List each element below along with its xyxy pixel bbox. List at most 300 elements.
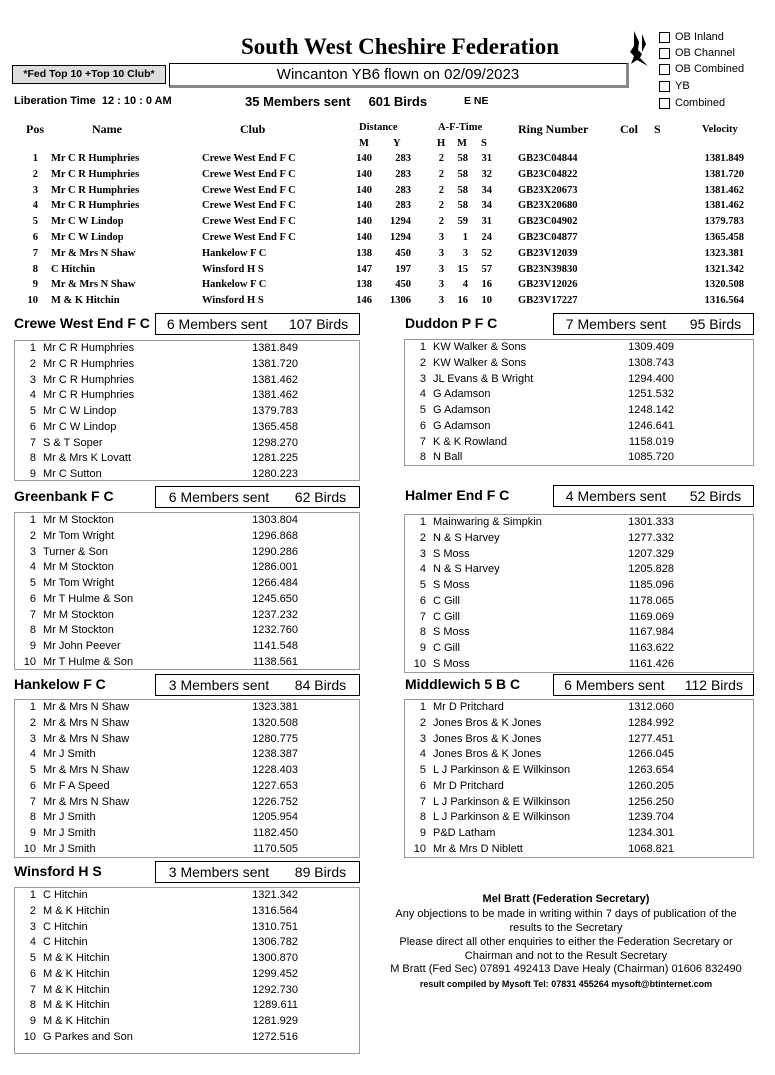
club-results-list xyxy=(14,340,360,481)
result-name: Mr & Mrs D Niblett xyxy=(433,842,523,855)
fed-cell-mi: 140 xyxy=(356,184,372,196)
list-item xyxy=(405,642,753,658)
list-item xyxy=(15,764,359,780)
list-item xyxy=(15,530,359,546)
result-velocity: 1323.381 xyxy=(252,701,298,713)
result-pos: 6 xyxy=(29,779,36,792)
fed-cell-name: Mr C R Humphries xyxy=(51,168,140,180)
race-type-yb[interactable]: YB xyxy=(659,80,690,92)
list-item xyxy=(15,999,359,1015)
result-pos: 2 xyxy=(419,716,426,729)
fed-cell-vel: 1316.564 xyxy=(704,295,744,307)
result-velocity: 1205.954 xyxy=(252,811,298,824)
result-name: Mr & Mrs N Shaw xyxy=(43,795,130,808)
checkbox-icon[interactable] xyxy=(659,64,670,75)
club-birds-label: Birds xyxy=(314,489,347,505)
result-pos: 6 xyxy=(29,420,36,433)
result-pos: 10 xyxy=(23,842,36,855)
list-item xyxy=(405,579,753,595)
list-item xyxy=(15,968,359,984)
race-type-ob-channel[interactable]: OB Channel xyxy=(659,47,735,59)
fed-result-row xyxy=(0,232,775,248)
result-name: Mr Tom Wright xyxy=(43,577,115,589)
fed-cell-ring: GB23C04902 xyxy=(518,216,578,228)
result-velocity: 1301.333 xyxy=(628,516,674,528)
result-name: M & K Hitchin xyxy=(43,967,110,980)
result-name: M & K Hitchin xyxy=(43,1015,110,1027)
fed-cell-ring: GB23V12039 xyxy=(518,247,578,259)
result-name: Mr M Stockton xyxy=(43,624,114,637)
fed-cell-vel: 1320.508 xyxy=(704,279,744,291)
fed-cell-vel: 1381.462 xyxy=(704,200,744,212)
fed-cell-vel: 1381.720 xyxy=(704,168,744,180)
fed-cell-m: 16 xyxy=(457,295,468,307)
result-pos: 4 xyxy=(29,936,36,949)
club-results-list xyxy=(404,339,754,466)
col-ring: Ring Number xyxy=(518,122,589,136)
fed-cell-ring: GB23X20673 xyxy=(518,184,578,196)
compiled-by: result compiled by Mysoft Tel: 07831 455264 mysoft@btinternet.com xyxy=(419,979,713,989)
fed-cell-s: 31 xyxy=(481,153,492,164)
result-name: JL Evans & B Wright xyxy=(433,372,534,385)
fed-cell-s: 10 xyxy=(481,295,492,307)
result-name: L J Parkinson & E Wilkinson xyxy=(433,811,571,824)
fed-cell-club: Crewe West End F C xyxy=(202,184,296,196)
fed-cell-club: Hankelow F C xyxy=(202,247,267,259)
result-pos: 1 xyxy=(29,701,36,713)
fed-cell-pos: 10 xyxy=(27,295,38,307)
result-pos: 3 xyxy=(419,547,426,560)
col-sex: S xyxy=(654,122,661,136)
fed-cell-mi: 147 xyxy=(356,263,372,275)
fed-cell-vel: 1381.462 xyxy=(704,184,744,196)
result-pos: 8 xyxy=(29,999,36,1012)
result-name: C Gill xyxy=(433,594,460,607)
result-velocity: 1272.516 xyxy=(252,1030,298,1043)
list-item xyxy=(15,421,359,437)
result-velocity: 1381.462 xyxy=(252,389,298,402)
result-name: KW Walker & Sons xyxy=(433,341,527,353)
result-pos: 2 xyxy=(29,357,36,370)
list-item xyxy=(15,640,359,656)
club-members-label: Members sent xyxy=(577,488,667,504)
checkbox-icon[interactable] xyxy=(659,98,670,109)
fed-cell-m: 1 xyxy=(462,232,468,243)
result-name: Mr C W Lindop xyxy=(43,420,117,433)
club-birds-label: Birds xyxy=(314,864,347,880)
result-pos: 5 xyxy=(419,404,426,416)
checkbox-icon[interactable] xyxy=(659,32,670,43)
result-pos: 9 xyxy=(29,640,36,652)
list-item xyxy=(15,624,359,640)
list-item xyxy=(405,811,753,827)
result-name: M & K Hitchin xyxy=(43,904,110,917)
fed-cell-pos: 9 xyxy=(32,279,38,291)
result-name: G Adamson xyxy=(433,404,491,416)
club-members-count: 4 xyxy=(565,488,574,504)
result-name: Mr M Stockton xyxy=(43,561,114,574)
fed-result-row xyxy=(0,216,775,232)
result-name: Mr Tom Wright xyxy=(43,529,115,542)
list-item xyxy=(15,1015,359,1031)
club-name: Greenbank F C xyxy=(14,488,114,504)
club-birds-count: 107 xyxy=(288,316,313,332)
club-name: Halmer End F C xyxy=(405,487,510,503)
club-members-sent xyxy=(155,861,360,883)
result-pos: 10 xyxy=(413,657,426,670)
col-seconds: S xyxy=(481,138,487,149)
result-pos: 10 xyxy=(23,655,36,668)
fed-cell-s: 31 xyxy=(481,216,492,228)
club-name: Middlewich 5 B C xyxy=(405,676,521,692)
fed-cell-s: 52 xyxy=(481,247,492,259)
result-pos: 1 xyxy=(29,514,36,526)
result-velocity: 1320.508 xyxy=(252,716,298,729)
result-velocity: 1310.751 xyxy=(252,920,298,933)
result-velocity: 1207.329 xyxy=(628,547,674,560)
list-item xyxy=(405,532,753,548)
result-velocity: 1379.783 xyxy=(252,405,298,417)
result-velocity: 1294.400 xyxy=(628,372,674,385)
fed-cell-vel: 1323.381 xyxy=(704,247,744,259)
result-name: Turner & Son xyxy=(43,545,109,558)
result-pos: 7 xyxy=(29,608,36,621)
result-pos: 4 xyxy=(419,388,426,401)
result-velocity: 1299.452 xyxy=(252,967,298,980)
result-name: Mr J Smith xyxy=(43,842,96,855)
list-item xyxy=(405,516,753,532)
result-pos: 2 xyxy=(419,356,426,369)
result-velocity: 1170.505 xyxy=(252,842,298,855)
result-velocity: 1239.704 xyxy=(628,811,674,824)
list-item xyxy=(15,514,359,530)
result-velocity: 1234.301 xyxy=(628,827,674,839)
list-item xyxy=(405,404,753,420)
result-velocity: 1306.782 xyxy=(252,936,298,949)
result-velocity: 1309.409 xyxy=(628,341,674,353)
result-name: Mr C R Humphries xyxy=(43,389,135,402)
result-pos: 9 xyxy=(419,827,426,839)
result-velocity: 1290.286 xyxy=(252,545,298,558)
list-item xyxy=(15,811,359,827)
fed-cell-pos: 6 xyxy=(32,232,38,243)
list-item xyxy=(15,984,359,1000)
result-name: Mr D Pritchard xyxy=(433,701,504,713)
result-name: L J Parkinson & E Wilkinson xyxy=(433,764,571,776)
list-item xyxy=(15,889,359,905)
result-velocity: 1321.342 xyxy=(252,889,298,901)
list-item xyxy=(15,577,359,593)
result-velocity: 1281.929 xyxy=(252,1015,298,1027)
result-pos: 1 xyxy=(419,701,426,713)
list-item xyxy=(405,843,753,859)
result-pos: 3 xyxy=(29,545,36,558)
fed-result-row xyxy=(0,200,775,216)
fed-cell-pos: 8 xyxy=(32,263,38,275)
result-velocity: 1182.450 xyxy=(252,827,298,839)
list-item xyxy=(15,827,359,843)
club-birds-count: 89 xyxy=(294,864,311,880)
result-name: C Gill xyxy=(433,642,460,654)
col-pos: Pos xyxy=(26,122,44,136)
result-pos: 5 xyxy=(29,952,36,964)
club-members-count: 7 xyxy=(565,316,574,332)
result-pos: 5 xyxy=(419,764,426,776)
result-velocity: 1281.225 xyxy=(252,452,298,465)
result-name: Mr John Peever xyxy=(43,640,121,652)
list-item xyxy=(15,452,359,468)
club-members-sent xyxy=(553,485,754,507)
result-velocity: 1141.548 xyxy=(252,640,298,652)
fed-cell-ring: GB23X20680 xyxy=(518,200,578,212)
list-item xyxy=(405,827,753,843)
fed-cell-mi: 140 xyxy=(356,153,372,164)
fed-cell-mi: 140 xyxy=(356,200,372,212)
list-item xyxy=(405,658,753,674)
result-pos: 5 xyxy=(29,764,36,776)
result-name: Mr C Sutton xyxy=(43,468,102,480)
result-name: S Moss xyxy=(433,657,470,670)
result-name: N & S Harvey xyxy=(433,531,500,544)
club-members-label: Members sent xyxy=(180,864,270,880)
club-members-label: Members sent xyxy=(577,316,667,332)
fed-cell-h: 3 xyxy=(438,263,444,275)
fed-cell-yd: 283 xyxy=(395,153,411,164)
result-velocity: 1316.564 xyxy=(252,904,298,917)
fed-cell-mi: 138 xyxy=(356,247,372,259)
result-name: S Moss xyxy=(433,579,470,591)
result-velocity: 1280.775 xyxy=(252,732,298,745)
list-item xyxy=(15,389,359,405)
fed-cell-m: 58 xyxy=(457,184,468,196)
result-velocity: 1260.205 xyxy=(628,779,674,792)
club-results-list xyxy=(14,887,360,1054)
list-item xyxy=(15,405,359,421)
club-members-label: Members sent xyxy=(575,677,665,693)
fed-result-row xyxy=(0,185,775,201)
list-item xyxy=(405,764,753,780)
result-name: Mr J Smith xyxy=(43,748,96,761)
col-hours: H xyxy=(437,138,446,149)
fed-members-sent: 35 Members sent 601 Birds xyxy=(245,94,428,109)
result-velocity: 1246.641 xyxy=(628,419,674,432)
result-velocity: 1228.403 xyxy=(252,764,298,776)
list-item xyxy=(15,437,359,453)
club-members-count: 6 xyxy=(168,489,177,505)
fed-cell-yd: 450 xyxy=(395,279,411,291)
result-name: Jones Bros & K Jones xyxy=(433,716,542,729)
list-item xyxy=(15,717,359,733)
club-birds-label: Birds xyxy=(710,677,743,693)
list-item xyxy=(15,952,359,968)
col-minutes: M xyxy=(457,138,467,149)
col-aftime: A-F-Time xyxy=(438,122,483,133)
club-members-sent xyxy=(553,674,754,696)
result-name: G Parkes and Son xyxy=(43,1030,133,1043)
fed-cell-vel: 1379.783 xyxy=(704,216,744,228)
secretary-name: Mel Bratt (Federation Secretary) xyxy=(482,893,650,905)
result-pos: 1 xyxy=(29,342,36,354)
result-velocity: 1161.426 xyxy=(628,657,674,670)
checkbox-icon[interactable] xyxy=(659,81,670,92)
result-name: M & K Hitchin xyxy=(43,999,110,1012)
result-name: K & K Rowland xyxy=(433,435,507,448)
club-members-count: 6 xyxy=(564,677,572,693)
liberation-time: Liberation Time 12 : 10 : 0 AM xyxy=(14,95,172,107)
result-velocity: 1185.096 xyxy=(628,579,674,591)
result-pos: 9 xyxy=(29,1015,36,1027)
result-velocity: 1365.458 xyxy=(252,420,298,433)
fed-result-row xyxy=(0,279,775,295)
result-velocity: 1289.611 xyxy=(252,999,298,1012)
list-item xyxy=(15,561,359,577)
fed-cell-m: 59 xyxy=(457,216,468,228)
result-pos: 1 xyxy=(29,889,36,901)
result-pos: 1 xyxy=(419,516,426,528)
result-pos: 6 xyxy=(419,779,426,792)
fed-cell-name: Mr C R Humphries xyxy=(51,200,140,212)
list-item xyxy=(405,357,753,373)
result-name: M & K Hitchin xyxy=(43,952,110,964)
club-birds-count: 112 xyxy=(684,677,708,693)
checkbox-icon[interactable] xyxy=(659,48,670,59)
fed-cell-yd: 283 xyxy=(395,168,411,180)
fed-cell-s: 32 xyxy=(481,168,492,180)
result-name: Mr J Smith xyxy=(43,827,96,839)
result-name: L J Parkinson & E Wilkinson xyxy=(433,795,571,808)
result-name: Mr & Mrs N Shaw xyxy=(43,732,130,745)
list-item xyxy=(405,563,753,579)
list-item xyxy=(405,733,753,749)
result-name: Mr M Stockton xyxy=(43,608,114,621)
club-birds-count: 52 xyxy=(689,488,706,504)
result-name: C Hitchin xyxy=(43,889,88,901)
list-item xyxy=(15,905,359,921)
race-title: Wincanton YB6 flown on 02/09/2023 xyxy=(169,63,629,88)
club-members-count: 6 xyxy=(166,316,175,332)
col-name: Name xyxy=(92,122,122,136)
result-pos: 10 xyxy=(413,842,426,855)
result-pos: 4 xyxy=(419,748,426,761)
result-name: Mr M Stockton xyxy=(43,514,114,526)
result-name: Jones Bros & K Jones xyxy=(433,748,542,761)
result-pos: 9 xyxy=(29,468,36,480)
fed-cell-h: 2 xyxy=(438,216,444,228)
result-pos: 3 xyxy=(419,372,426,385)
fed-cell-yd: 1306 xyxy=(390,295,411,307)
race-type-ob-inland[interactable]: OB Inland xyxy=(659,31,724,43)
result-pos: 5 xyxy=(29,405,36,417)
list-item xyxy=(15,843,359,859)
list-item xyxy=(15,342,359,358)
fed-result-row xyxy=(0,153,775,169)
result-velocity: 1263.654 xyxy=(628,764,674,776)
fed-cell-mi: 140 xyxy=(356,168,372,180)
list-item xyxy=(15,358,359,374)
result-name: Mr C R Humphries xyxy=(43,357,135,370)
fed-result-row xyxy=(0,248,775,264)
club-birds-label: Birds xyxy=(316,316,349,332)
fed-cell-club: Crewe West End F C xyxy=(202,153,296,164)
fed-cell-m: 15 xyxy=(457,263,468,275)
result-velocity: 1167.984 xyxy=(628,626,674,639)
fed-cell-name: Mr C R Humphries xyxy=(51,184,140,196)
result-name: P&D Latham xyxy=(433,827,496,839)
fed-cell-s: 24 xyxy=(481,232,492,243)
fed-cell-name: Mr & Mrs N Shaw xyxy=(51,247,136,259)
list-item xyxy=(15,796,359,812)
result-pos: 5 xyxy=(29,577,36,589)
result-name: S Moss xyxy=(433,547,470,560)
list-item xyxy=(405,701,753,717)
col-distance: Distance xyxy=(359,122,398,133)
club-results-list xyxy=(404,699,754,858)
club-birds-count: 62 xyxy=(294,489,311,505)
fed-cell-vel: 1381.849 xyxy=(704,153,744,164)
fed-cell-m: 3 xyxy=(462,247,468,259)
race-type-ob-combined[interactable]: OB Combined xyxy=(659,63,744,75)
result-velocity: 1248.142 xyxy=(628,404,674,416)
wind-direction: E NE xyxy=(464,95,489,107)
fed-cell-name: Mr C W Lindop xyxy=(51,216,124,228)
fed-cell-pos: 7 xyxy=(32,247,38,259)
fed-cell-m: 58 xyxy=(457,200,468,212)
club-name: Crewe West End F C xyxy=(14,315,150,331)
list-item xyxy=(15,593,359,609)
col-yards: Y xyxy=(393,138,401,149)
result-name: Mr & Mrs K Lovatt xyxy=(43,452,132,465)
fed-cell-h: 2 xyxy=(438,153,444,164)
result-velocity: 1308.743 xyxy=(628,356,674,369)
club-name: Duddon P F C xyxy=(405,315,498,331)
club-results-list xyxy=(14,699,360,858)
contact-phones: M Bratt (Fed Sec) 07891 492413 Dave Healy (Chairman) 01606 832490 xyxy=(390,963,742,975)
result-pos: 2 xyxy=(29,529,36,542)
result-velocity: 1238.387 xyxy=(252,748,298,761)
result-name: S Moss xyxy=(433,626,470,639)
list-item xyxy=(405,420,753,436)
result-velocity: 1300.870 xyxy=(252,952,298,964)
result-name: Mr F A Speed xyxy=(43,779,110,792)
list-item xyxy=(405,717,753,733)
fed-cell-ring: GB23C04877 xyxy=(518,232,578,243)
list-item xyxy=(405,780,753,796)
fed-cell-mi: 140 xyxy=(356,216,372,228)
result-velocity: 1266.045 xyxy=(628,748,674,761)
list-item xyxy=(405,595,753,611)
club-members-sent xyxy=(155,674,360,696)
list-item xyxy=(15,468,359,484)
club-name: Winsford H S xyxy=(14,863,102,879)
fed-cell-m: 58 xyxy=(457,153,468,164)
objections-note: Any objections to be made in writing within 7 days of publication of the results to the Secretary xyxy=(395,908,737,934)
result-velocity: 1284.992 xyxy=(628,716,674,729)
result-name: Mr & Mrs N Shaw xyxy=(43,716,130,729)
result-pos: 7 xyxy=(419,435,426,448)
list-item xyxy=(405,611,753,627)
fed-cell-mi: 140 xyxy=(356,232,372,243)
result-pos: 1 xyxy=(419,341,426,353)
result-pos: 6 xyxy=(419,594,426,607)
result-name: C Hitchin xyxy=(43,936,88,949)
race-type-combined[interactable]: Combined xyxy=(659,97,725,109)
result-pos: 4 xyxy=(29,561,36,574)
page-title: South West Cheshire Federation xyxy=(241,34,559,59)
fed-cell-s: 16 xyxy=(481,279,492,291)
fed-cell-yd: 283 xyxy=(395,184,411,196)
result-velocity: 1381.462 xyxy=(252,373,298,386)
club-birds-label: Birds xyxy=(709,488,742,504)
